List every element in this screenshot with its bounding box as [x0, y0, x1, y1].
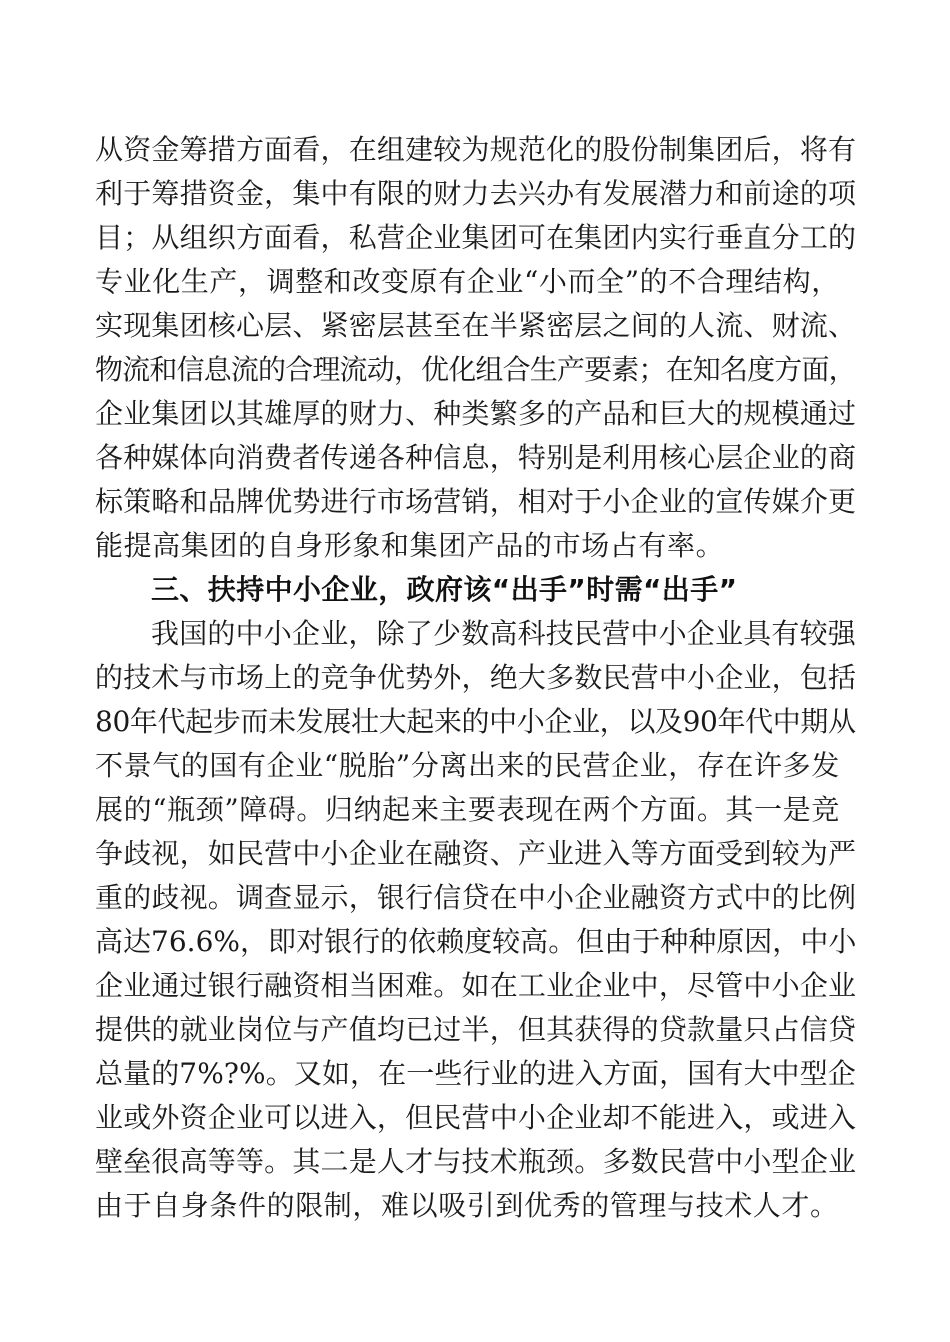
paragraph-line: 从资金筹措方面看，在组建较为规范化的股份制集团后，将有	[95, 133, 857, 166]
paragraph-line: 壁垒很高等等。其二是人才与技术瓶颈。多数民营中小型企业	[95, 1145, 857, 1178]
paragraph-line: 我国的中小企业，除了少数高科技民营中小企业具有较强	[151, 617, 857, 650]
paragraph-line: 利于筹措资金，集中有限的财力去兴办有发展潜力和前途的项	[95, 177, 857, 210]
paragraph-line: 总量的7%?%。又如，在一些行业的进入方面，国有大中型企	[95, 1057, 856, 1090]
paragraph-line: 各种媒体向消费者传递各种信息，特别是利用核心层企业的商	[95, 441, 857, 474]
paragraph-line: 高达76.6%，即对银行的依赖度较高。但由于种种原因，中小	[95, 925, 857, 958]
paragraph-line: 争歧视，如民营中小企业在融资、产业进入等方面受到较为严	[95, 837, 857, 870]
paragraph-line: 能提高集团的自身形象和集团产品的市场占有率。	[95, 529, 725, 562]
paragraph-line: 专业化生产，调整和改变原有企业“小而全”的不合理结构，	[95, 265, 840, 298]
paragraph-line: 由于自身条件的限制，难以吸引到优秀的管理与技术人才。	[95, 1189, 839, 1222]
paragraph-line: 企业集团以其雄厚的财力、种类繁多的产品和巨大的规模通过	[95, 397, 857, 430]
paragraph-line: 重的歧视。调查显示，银行信贷在中小企业融资方式中的比例	[95, 881, 857, 914]
paragraph-line: 提供的就业岗位与产值均已过半，但其获得的贷款量只占信贷	[95, 1013, 857, 1046]
paragraph-line: 的技术与市场上的竞争优势外，绝大多数民营中小企业，包括	[95, 661, 857, 694]
paragraph-line: 实现集团核心层、紧密层甚至在半紧密层之间的人流、财流、	[95, 309, 857, 342]
paragraph-line: 业或外资企业可以进入，但民营中小企业却不能进入，或进入	[95, 1101, 857, 1134]
paragraph-line: 展的“瓶颈”障碍。归纳起来主要表现在两个方面。其一是竞	[95, 793, 840, 826]
paragraph-line: 目；从组织方面看，私营企业集团可在集团内实行垂直分工的	[95, 221, 857, 254]
paragraph-line: 不景气的国有企业“脱胎”分离出来的民营企业，存在许多发	[95, 749, 840, 782]
section-heading: 三、扶持中小企业，政府该“出手”时需“出手”	[151, 573, 738, 606]
paragraph-line: 80年代起步而未发展壮大起来的中小企业，以及90年代中期从	[95, 705, 856, 738]
paragraph-line: 企业通过银行融资相当困难。如在工业企业中，尽管中小企业	[95, 969, 857, 1002]
paragraph-line: 物流和信息流的合理流动，优化组合生产要素；在知名度方面，	[95, 353, 856, 386]
paragraph-line: 标策略和品牌优势进行市场营销，相对于小企业的宣传媒介更	[95, 485, 857, 518]
